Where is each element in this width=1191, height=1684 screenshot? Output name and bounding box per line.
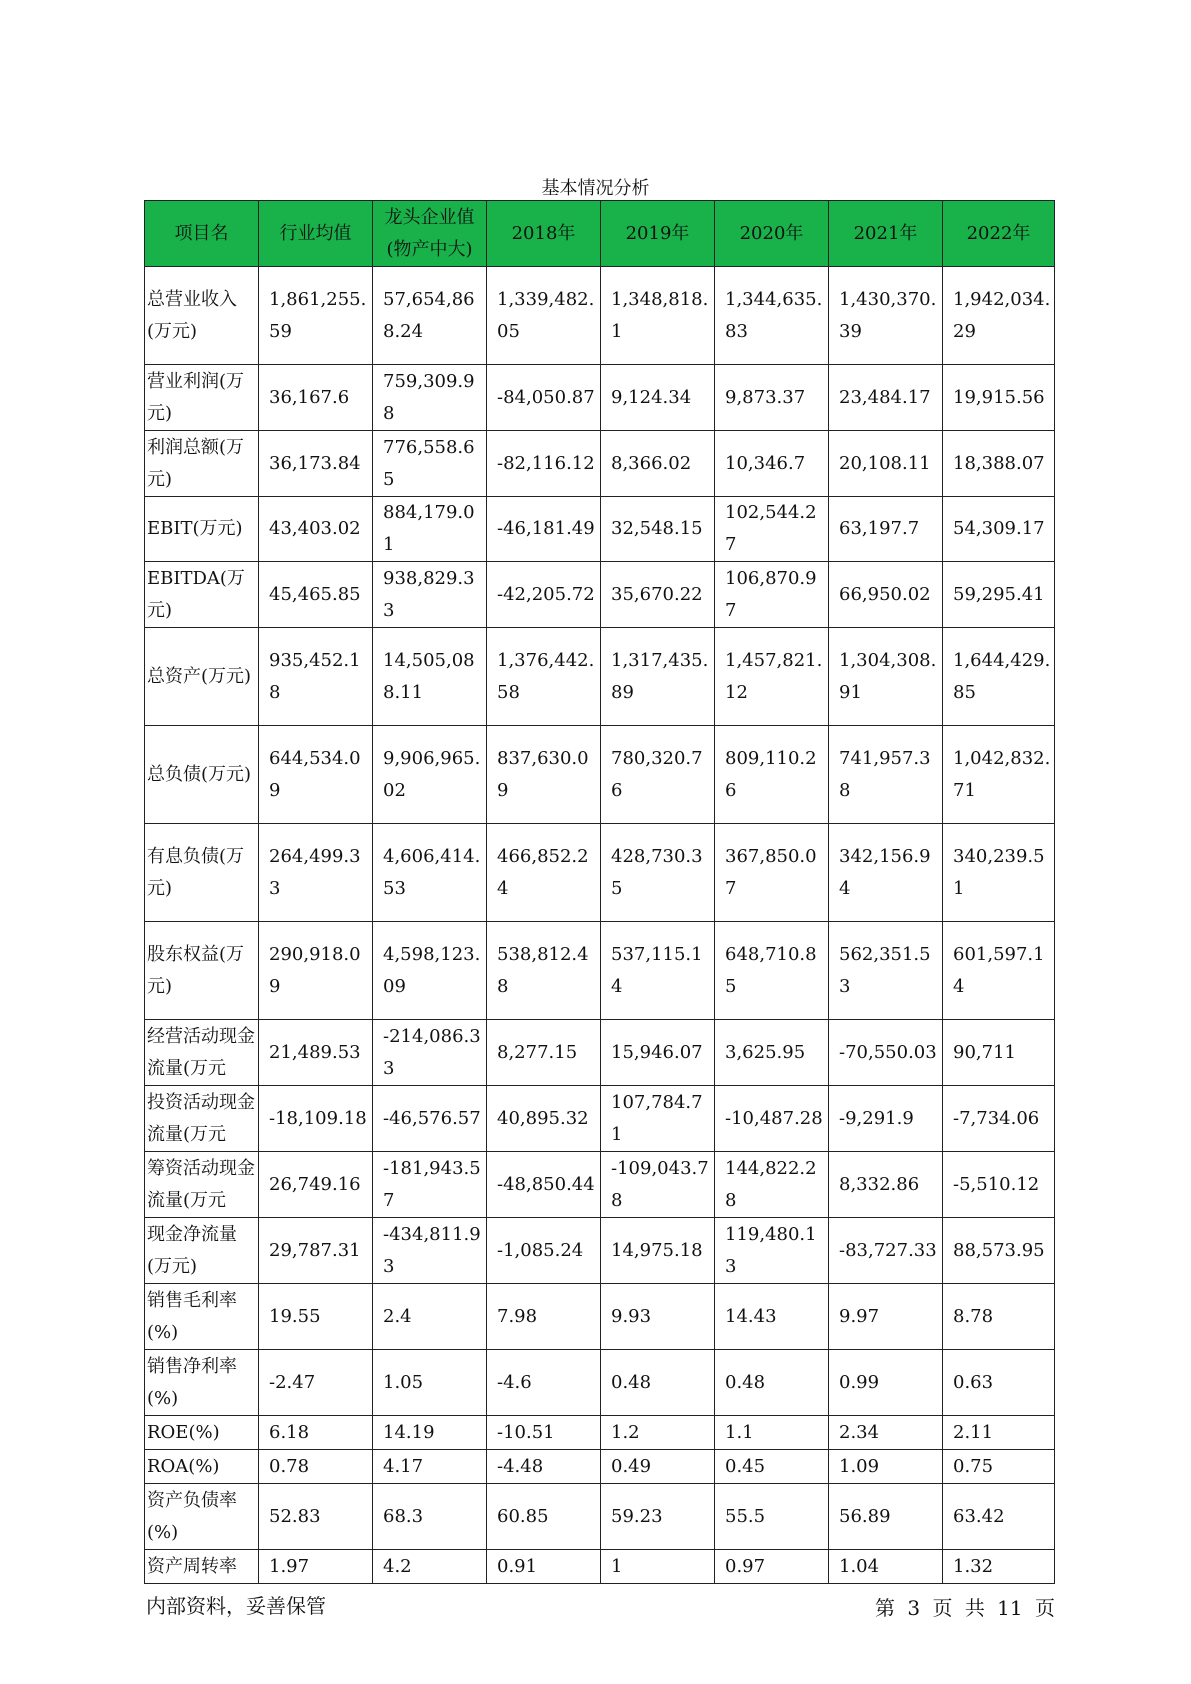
table-cell: 562,351.53 [829,922,943,1020]
table-cell: 36,173.84 [259,431,373,497]
table-cell: 29,787.31 [259,1218,373,1284]
row-label: EBITDA(万元) [145,562,259,628]
table-cell: -5,510.12 [943,1152,1055,1218]
table-cell: 21,489.53 [259,1020,373,1086]
table-cell: 759,309.98 [373,365,487,431]
column-header: 2021年 [829,201,943,267]
table-cell: -4.6 [487,1350,601,1416]
table-cell: -10,487.28 [715,1086,829,1152]
table-cell: 1,861,255.59 [259,267,373,365]
column-header: 龙头企业值(物产中大) [373,201,487,267]
row-label: 现金净流量(万元) [145,1218,259,1284]
table-cell: 1.32 [943,1550,1055,1584]
table-cell: 1,042,832.71 [943,726,1055,824]
table-cell: 1,339,482.05 [487,267,601,365]
table-cell: -10.51 [487,1416,601,1450]
row-label: 销售毛利率(%) [145,1284,259,1350]
table-cell: 1,430,370.39 [829,267,943,365]
table-cell: 342,156.94 [829,824,943,922]
table-row [145,497,1055,562]
row-label: 股东权益(万元) [145,922,259,1020]
table-row [145,1350,1055,1416]
table-cell: 1.97 [259,1550,373,1584]
table-cell: 1.09 [829,1450,943,1484]
table-cell: -70,550.03 [829,1020,943,1086]
table-row [145,824,1055,922]
table-cell: 107,784.71 [601,1086,715,1152]
table-cell: 0.48 [601,1350,715,1416]
table-cell: 644,534.09 [259,726,373,824]
table-cell: 36,167.6 [259,365,373,431]
table-cell: 66,950.02 [829,562,943,628]
table-cell: 1,344,635.83 [715,267,829,365]
table-cell: 780,320.76 [601,726,715,824]
table-cell: 63.42 [943,1484,1055,1550]
table-cell: 6.18 [259,1416,373,1450]
table-cell: 4.2 [373,1550,487,1584]
table-cell: 40,895.32 [487,1086,601,1152]
table-cell: 10,346.7 [715,431,829,497]
row-label: 总负债(万元) [145,726,259,824]
table-cell: 0.78 [259,1450,373,1484]
table-cell: 59,295.41 [943,562,1055,628]
table-cell: -109,043.78 [601,1152,715,1218]
table-cell: 741,957.38 [829,726,943,824]
financial-table [144,200,1055,1584]
table-cell: 1.1 [715,1416,829,1450]
table-cell: 9.97 [829,1284,943,1350]
row-label: ROA(%) [145,1450,259,1484]
table-row [145,431,1055,497]
table-cell: 19.55 [259,1284,373,1350]
table-cell: 56.89 [829,1484,943,1550]
table-cell: 2.34 [829,1416,943,1450]
table-cell: 54,309.17 [943,497,1055,562]
table-cell: 935,452.18 [259,628,373,726]
table-cell: 90,711 [943,1020,1055,1086]
table-cell: 4.17 [373,1450,487,1484]
row-label: 有息负债(万元) [145,824,259,922]
column-header: 2019年 [601,201,715,267]
table-cell: -181,943.57 [373,1152,487,1218]
table-cell: 14,975.18 [601,1218,715,1284]
row-label: 利润总额(万元) [145,431,259,497]
table-cell: 7.98 [487,1284,601,1350]
row-label: 营业利润(万元) [145,365,259,431]
table-cell: 0.48 [715,1350,829,1416]
table-row [145,1152,1055,1218]
column-header: 行业均值 [259,201,373,267]
table-cell: 601,597.14 [943,922,1055,1020]
table-row [145,922,1055,1020]
table-cell: 1,376,442.58 [487,628,601,726]
table-cell: 23,484.17 [829,365,943,431]
table-cell: 14.19 [373,1416,487,1450]
table-cell: 809,110.26 [715,726,829,824]
table-row [145,1416,1055,1450]
table-cell: -9,291.9 [829,1086,943,1152]
table-cell: -4.48 [487,1450,601,1484]
footer-confidential-note: 内部资料，妥善保管 [146,1594,326,1618]
table-body [145,267,1055,1584]
table-cell: 0.91 [487,1550,601,1584]
table-cell: 1,348,818.1 [601,267,715,365]
column-header: 2018年 [487,201,601,267]
table-cell: 0.97 [715,1550,829,1584]
table-cell: 1.05 [373,1350,487,1416]
table-cell: 8.78 [943,1284,1055,1350]
row-label: EBIT(万元) [145,497,259,562]
table-cell: 2.4 [373,1284,487,1350]
footer-page-number: 第 3 页 共 11 页 [875,1596,1055,1620]
table-cell: 14.43 [715,1284,829,1350]
table-cell: 1,317,435.89 [601,628,715,726]
table-cell: 26,749.16 [259,1152,373,1218]
table-row [145,365,1055,431]
table-cell: 14,505,088.11 [373,628,487,726]
table-cell: 119,480.13 [715,1218,829,1284]
table-cell: -46,181.49 [487,497,601,562]
table-cell: 0.75 [943,1450,1055,1484]
table-row [145,1086,1055,1152]
table-cell: 102,544.27 [715,497,829,562]
table-cell: 884,179.01 [373,497,487,562]
table-cell: 340,239.51 [943,824,1055,922]
table-cell: 938,829.33 [373,562,487,628]
table-cell: -42,205.72 [487,562,601,628]
table-cell: 88,573.95 [943,1218,1055,1284]
table-cell: 45,465.85 [259,562,373,628]
table-caption: 基本情况分析 [541,178,650,199]
table-row [145,1484,1055,1550]
table-cell: -1,085.24 [487,1218,601,1284]
table-cell: 8,277.15 [487,1020,601,1086]
table-cell: 264,499.33 [259,824,373,922]
table-cell: 63,197.7 [829,497,943,562]
table-cell: 144,822.28 [715,1152,829,1218]
row-label: 筹资活动现金流量(万元 [145,1152,259,1218]
table-cell: 0.63 [943,1350,1055,1416]
table-cell: 290,918.09 [259,922,373,1020]
table-cell: -48,850.44 [487,1152,601,1218]
table-cell: 18,388.07 [943,431,1055,497]
table-cell: -84,050.87 [487,365,601,431]
table-cell: 57,654,868.24 [373,267,487,365]
table-cell: 0.45 [715,1450,829,1484]
table-cell: 776,558.65 [373,431,487,497]
table-cell: 1,304,308.91 [829,628,943,726]
table-cell: 466,852.24 [487,824,601,922]
table-cell: 9.93 [601,1284,715,1350]
table-cell: 8,332.86 [829,1152,943,1218]
table-cell: 1,644,429.85 [943,628,1055,726]
row-label: 总营业收入(万元) [145,267,259,365]
table-cell: 1 [601,1550,715,1584]
table-cell: -83,727.33 [829,1218,943,1284]
table-row [145,726,1055,824]
table-row [145,1450,1055,1484]
table-cell: 538,812.48 [487,922,601,1020]
column-header: 2020年 [715,201,829,267]
table-cell: 8,366.02 [601,431,715,497]
table-cell: 32,548.15 [601,497,715,562]
table-row [145,562,1055,628]
table-row [145,628,1055,726]
table-cell: 0.49 [601,1450,715,1484]
table-cell: -2.47 [259,1350,373,1416]
table-cell: 0.99 [829,1350,943,1416]
table-row [145,1218,1055,1284]
table-row [145,1284,1055,1350]
row-label: ROE(%) [145,1416,259,1450]
row-label: 经营活动现金流量(万元 [145,1020,259,1086]
row-label: 投资活动现金流量(万元 [145,1086,259,1152]
table-cell: 15,946.07 [601,1020,715,1086]
table-cell: 68.3 [373,1484,487,1550]
table-cell: -46,576.57 [373,1086,487,1152]
table-row [145,1020,1055,1086]
table-cell: 106,870.97 [715,562,829,628]
table-header-row [145,201,1055,267]
table-cell: 43,403.02 [259,497,373,562]
row-label: 销售净利率(%) [145,1350,259,1416]
table-cell: -7,734.06 [943,1086,1055,1152]
table-cell: 52.83 [259,1484,373,1550]
table-cell: 20,108.11 [829,431,943,497]
table-cell: -82,116.12 [487,431,601,497]
table-cell: -214,086.33 [373,1020,487,1086]
table-cell: 1,942,034.29 [943,267,1055,365]
table-cell: 428,730.35 [601,824,715,922]
table-row [145,1550,1055,1584]
table-cell: 2.11 [943,1416,1055,1450]
table-cell: 4,598,123.09 [373,922,487,1020]
table-cell: 60.85 [487,1484,601,1550]
table-row [145,267,1055,365]
row-label: 总资产(万元) [145,628,259,726]
table-cell: -434,811.93 [373,1218,487,1284]
table-cell: 367,850.07 [715,824,829,922]
table-cell: 1.2 [601,1416,715,1450]
table-cell: 3,625.95 [715,1020,829,1086]
table-cell: 648,710.85 [715,922,829,1020]
row-label: 资产负债率(%) [145,1484,259,1550]
table-cell: -18,109.18 [259,1086,373,1152]
table-cell: 9,906,965.02 [373,726,487,824]
table-cell: 9,873.37 [715,365,829,431]
column-header: 项目名 [145,201,259,267]
table-cell: 4,606,414.53 [373,824,487,922]
table-cell: 537,115.14 [601,922,715,1020]
table-cell: 1,457,821.12 [715,628,829,726]
table-cell: 9,124.34 [601,365,715,431]
table-cell: 837,630.09 [487,726,601,824]
table-cell: 35,670.22 [601,562,715,628]
row-label: 资产周转率 [145,1550,259,1584]
table-cell: 59.23 [601,1484,715,1550]
table-cell: 19,915.56 [943,365,1055,431]
column-header: 2022年 [943,201,1055,267]
table-cell: 55.5 [715,1484,829,1550]
table-cell: 1.04 [829,1550,943,1584]
